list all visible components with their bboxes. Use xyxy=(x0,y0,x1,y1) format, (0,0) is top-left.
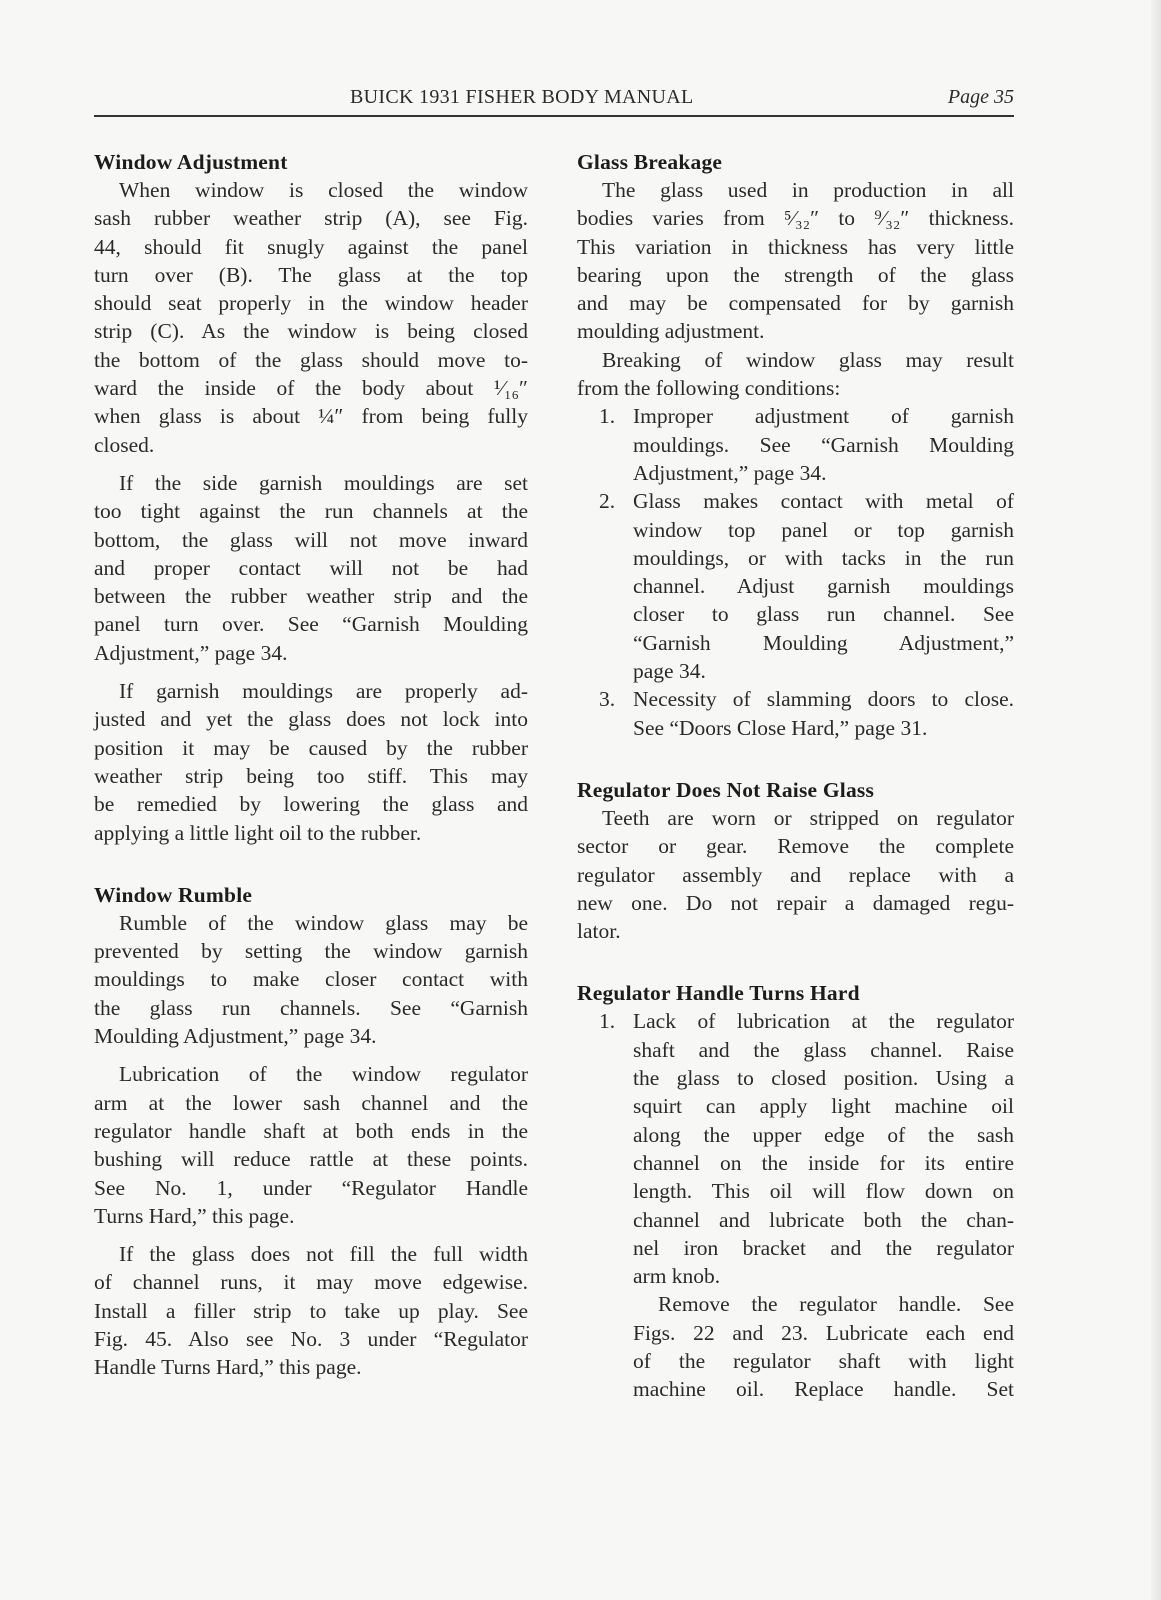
paragraph xyxy=(94,176,528,459)
text-line: If garnish mouldings are properly ad- xyxy=(119,679,528,704)
text-line: of the regulator shaft with light xyxy=(633,1348,1014,1373)
section-heading: Window Adjustment xyxy=(94,150,288,174)
text-line: closed. xyxy=(94,432,155,457)
section-window-rumble xyxy=(94,881,528,1382)
text-line: bottom, the glass will not move inward xyxy=(94,527,528,552)
text-line: closer to glass run channel. See xyxy=(633,602,1014,627)
text-line: When window is closed the window xyxy=(119,178,528,202)
list-number: 2. xyxy=(599,489,616,514)
text-line: when glass is about ¼″ from being fully xyxy=(94,404,528,429)
text-line: and proper contact will not be had xyxy=(94,555,528,580)
section-heading: Glass Breakage xyxy=(577,150,723,174)
text-line: too tight against the run channels at the xyxy=(94,499,528,524)
text-line: Necessity of slamming doors to close. xyxy=(633,687,1014,712)
text-line: along the upper edge of the sash xyxy=(633,1122,1014,1147)
text-line: machine oil. Replace handle. Set xyxy=(633,1377,1014,1402)
text-line: window top panel or top garnish xyxy=(633,517,1014,542)
section-heading: Regulator Handle Turns Hard xyxy=(577,981,860,1006)
text-line: nel iron bracket and the regulator xyxy=(633,1235,1014,1260)
text-line: Improper adjustment of garnish xyxy=(633,404,1014,429)
text-line: Glass makes contact with metal of xyxy=(633,489,1014,514)
text-line: channel. Adjust garnish mouldings xyxy=(633,574,1014,599)
text-line: The glass used in production in all xyxy=(602,178,1014,202)
left-column xyxy=(94,148,528,1382)
text-line: the glass to closed position. Using a xyxy=(633,1066,1014,1091)
paragraph xyxy=(577,346,1014,403)
text-line: moulding adjustment. xyxy=(577,319,765,344)
text-line: channel on the inside for its entire xyxy=(633,1150,1014,1175)
text-line: mouldings, or with tacks in the run xyxy=(633,545,1014,570)
page-number: Page 35 xyxy=(947,86,1014,108)
text-line: squirt can apply light machine oil xyxy=(633,1094,1014,1119)
text-line: sector or gear. Remove the complete xyxy=(577,834,1014,859)
text-line: arm knob. xyxy=(633,1264,721,1289)
text-line: Teeth are worn or stripped on regulator xyxy=(602,805,1014,830)
text-line: should seat properly in the window header xyxy=(94,291,528,316)
paragraph xyxy=(577,804,1014,945)
paragraph xyxy=(94,469,528,667)
text-line: Adjustment,” page 34. xyxy=(633,460,827,485)
text-line: and may be compensated for by garnish xyxy=(577,291,1014,316)
paragraph xyxy=(94,1240,528,1381)
text-line: position it may be caused by the rubber xyxy=(94,735,528,760)
text-line: ward the inside of the body about ¹⁄₁₆″ xyxy=(94,376,528,401)
text-line: regulator assembly and replace with a xyxy=(577,862,1014,887)
text-line: Rumble of the window glass may be xyxy=(119,910,528,935)
list-item xyxy=(577,1007,1014,1290)
list-number: 1. xyxy=(599,404,616,429)
text-line: the glass run channels. See “Garnish xyxy=(94,995,528,1020)
text-line: Moulding Adjustment,” page 34. xyxy=(94,1024,377,1049)
text-line: Lubrication of the window regulator xyxy=(119,1062,528,1087)
section-regulator-does-not-raise-glass xyxy=(577,776,1014,945)
list-number: 1. xyxy=(599,1009,616,1034)
text-line: the bottom of the glass should move to- xyxy=(94,347,528,372)
text-line: channel and lubricate both the chan- xyxy=(633,1207,1014,1232)
text-line: Lack of lubrication at the regulator xyxy=(633,1009,1014,1034)
text-line: strip (C). As the window is being closed xyxy=(94,319,528,344)
right-column xyxy=(577,148,1014,1404)
text-line: page 34. xyxy=(633,659,706,684)
header-rule xyxy=(94,115,1014,117)
text-line: Adjustment,” page 34. xyxy=(94,640,288,665)
section-window-adjustment xyxy=(94,148,528,847)
text-line: Breaking of window glass may result xyxy=(602,347,1014,372)
list-item xyxy=(577,402,1014,487)
manual-title: BUICK 1931 FISHER BODY MANUAL xyxy=(350,86,694,108)
section-glass-breakage xyxy=(577,148,1014,742)
paragraph xyxy=(94,677,528,847)
text-line: Install a filler strip to take up play. See xyxy=(94,1298,528,1323)
text-line: arm at the lower sash channel and the xyxy=(94,1090,528,1115)
text-line: mouldings. See “Garnish Moulding xyxy=(633,432,1014,457)
page-edge-shadow xyxy=(1151,0,1161,1600)
text-line: weather strip being too stiff. This may xyxy=(94,763,528,788)
text-line: sash rubber weather strip (A), see Fig. xyxy=(94,206,528,231)
running-header xyxy=(94,86,1014,116)
text-line: shaft and the glass channel. Raise xyxy=(633,1037,1014,1062)
text-line: new one. Do not repair a damaged regu- xyxy=(577,890,1014,915)
text-line: prevented by setting the window garnish xyxy=(94,939,528,964)
text-line: be remedied by lowering the glass and xyxy=(94,792,528,817)
text-line: lator. xyxy=(577,919,621,944)
list-item xyxy=(577,487,1014,685)
sub-paragraph xyxy=(577,1290,1014,1403)
text-line: bushing will reduce rattle at these points. xyxy=(94,1147,528,1172)
text-line: from the following conditions: xyxy=(577,376,841,401)
list-item xyxy=(577,685,1014,742)
text-line: If the side garnish mouldings are set xyxy=(119,470,528,495)
text-line: bodies varies from ⁵⁄₃₂″ to ⁹⁄₃₂″ thickness. xyxy=(577,206,1014,231)
text-line: regulator handle shaft at both ends in the xyxy=(94,1118,528,1143)
text-line: This variation in thickness has very little xyxy=(577,234,1014,259)
list-number: 3. xyxy=(599,687,616,712)
paragraph xyxy=(94,1060,528,1230)
text-line: mouldings to make closer contact with xyxy=(94,967,528,992)
paragraph xyxy=(577,176,1014,346)
text-line: justed and yet the glass does not lock into xyxy=(94,707,528,732)
section-heading: Regulator Does Not Raise Glass xyxy=(577,777,875,802)
text-line: Figs. 22 and 23. Lubricate each end xyxy=(633,1320,1014,1345)
text-line: between the rubber weather strip and the xyxy=(94,584,528,609)
text-line: See No. 1, under “Regulator Handle xyxy=(94,1175,528,1200)
text-line: of channel runs, it may move edgewise. xyxy=(94,1270,528,1295)
text-line: Turns Hard,” this page. xyxy=(94,1203,295,1228)
text-line: length. This oil will flow down on xyxy=(633,1179,1014,1204)
text-line: If the glass does not fill the full width xyxy=(119,1242,528,1267)
text-line: turn over (B). The glass at the top xyxy=(94,262,528,287)
text-line: panel turn over. See “Garnish Moulding xyxy=(94,612,528,637)
section-heading: Window Rumble xyxy=(94,882,253,907)
text-line: “Garnish Moulding Adjustment,” xyxy=(633,630,1014,655)
text-line: Fig. 45. Also see No. 3 under “Regulator xyxy=(94,1326,528,1351)
text-line: Handle Turns Hard,” this page. xyxy=(94,1355,362,1380)
section-regulator-handle-turns-hard xyxy=(577,979,1014,1403)
text-line: applying a little light oil to the rubber. xyxy=(94,820,422,845)
paragraph xyxy=(94,909,528,1050)
text-line: Remove the regulator handle. See xyxy=(658,1292,1014,1317)
text-line: 44, should fit snugly against the panel xyxy=(94,234,528,259)
text-line: bearing upon the strength of the glass xyxy=(577,262,1014,287)
text-line: See “Doors Close Hard,” page 31. xyxy=(633,715,928,740)
